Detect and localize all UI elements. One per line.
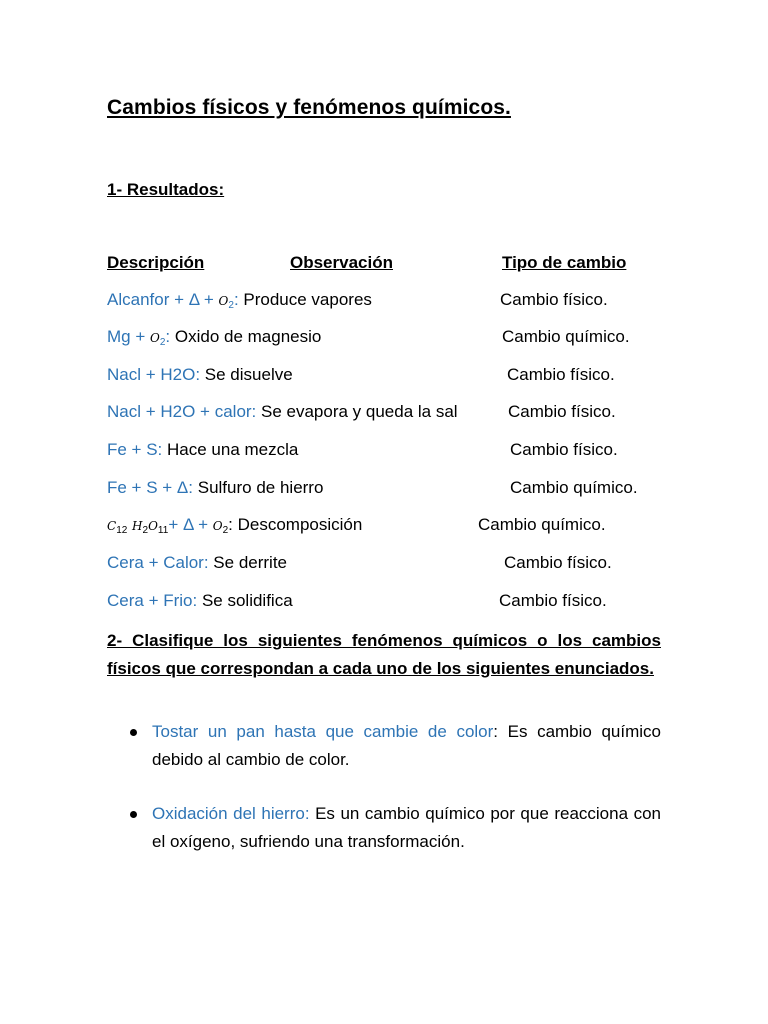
row-expression: + Δ +: [168, 515, 213, 534]
bullet-icon: [130, 811, 137, 818]
row-type: Cambio físico.: [508, 402, 616, 421]
row-expression: Alcanfor + $\Delta + O_2$:: [107, 290, 239, 311]
section-heading-resultados: 1- Resultados:: [107, 180, 225, 199]
result-row: [107, 553, 287, 573]
column-header-observacion: Observación: [290, 253, 393, 272]
row-expression: Nacl + H2O + calor:: [107, 402, 257, 421]
list-item-text: Es un cambio químico por que reacciona con el oxígeno, sufriendo una transformación.: [152, 804, 661, 851]
list-item-text: : Es cambio químico debido al cambio de color.: [152, 722, 661, 769]
row-expression: Fe + S:: [107, 440, 163, 459]
row-observation: Se solidifica: [197, 591, 293, 610]
row-type: Cambio físico.: [500, 290, 608, 309]
row-observation: Produce vapores: [238, 290, 372, 309]
row-observation: : Descomposición: [228, 515, 363, 534]
row-type: Cambio físico.: [504, 553, 612, 572]
list-item-term: Tostar un pan hasta que cambie de color: [152, 722, 494, 741]
result-row: [107, 402, 458, 422]
row-observation: Se derrite: [208, 553, 288, 572]
row-type: Cambio químico.: [478, 515, 606, 534]
result-row: $C_{12}$ $H_2O_{11}+ \Delta + O_2$: Descomposición: [107, 515, 363, 536]
list-item: [152, 800, 661, 856]
row-expression: $Mg + O_2$:: [107, 327, 171, 348]
row-expression: Cera + Calor:: [107, 553, 209, 572]
row-expression: Nacl + H2O:: [107, 365, 201, 384]
list-item-term: Oxidación del hierro:: [152, 804, 310, 823]
result-row: [107, 290, 372, 311]
row-type: Cambio físico.: [499, 591, 607, 610]
row-expression: Fe + S + Δ:: [107, 478, 194, 497]
column-header-descripcion: Descripción: [107, 253, 205, 272]
result-row: [107, 440, 298, 460]
row-expression: Cera + Frio:: [107, 591, 198, 610]
page-title: Cambios físicos y fenómenos químicos.: [107, 96, 511, 119]
row-observation: Se disuelve: [200, 365, 293, 384]
row-observation: Se evapora y queda la sal: [256, 402, 458, 421]
row-observation: Hace una mezcla: [162, 440, 299, 459]
result-row: [107, 327, 321, 348]
result-row: [107, 591, 293, 611]
row-observation: Oxido de magnesio: [170, 327, 322, 346]
row-type: Cambio físico.: [510, 440, 618, 459]
column-header-tipo: Tipo de cambio: [502, 253, 627, 272]
row-type: Cambio químico.: [502, 327, 630, 346]
row-observation: Sulfuro de hierro: [193, 478, 324, 497]
row-type: Cambio químico.: [510, 478, 638, 497]
section-heading-clasifique: 2- Clasifique los siguientes fenómenos químicos o los cambios físicos que correspondan a cada uno de los siguientes enunciados.: [107, 631, 661, 678]
result-row: [107, 365, 293, 385]
result-row: [107, 478, 323, 498]
bullet-icon: [130, 729, 137, 736]
row-type: Cambio físico.: [507, 365, 615, 384]
list-item: [152, 718, 661, 774]
